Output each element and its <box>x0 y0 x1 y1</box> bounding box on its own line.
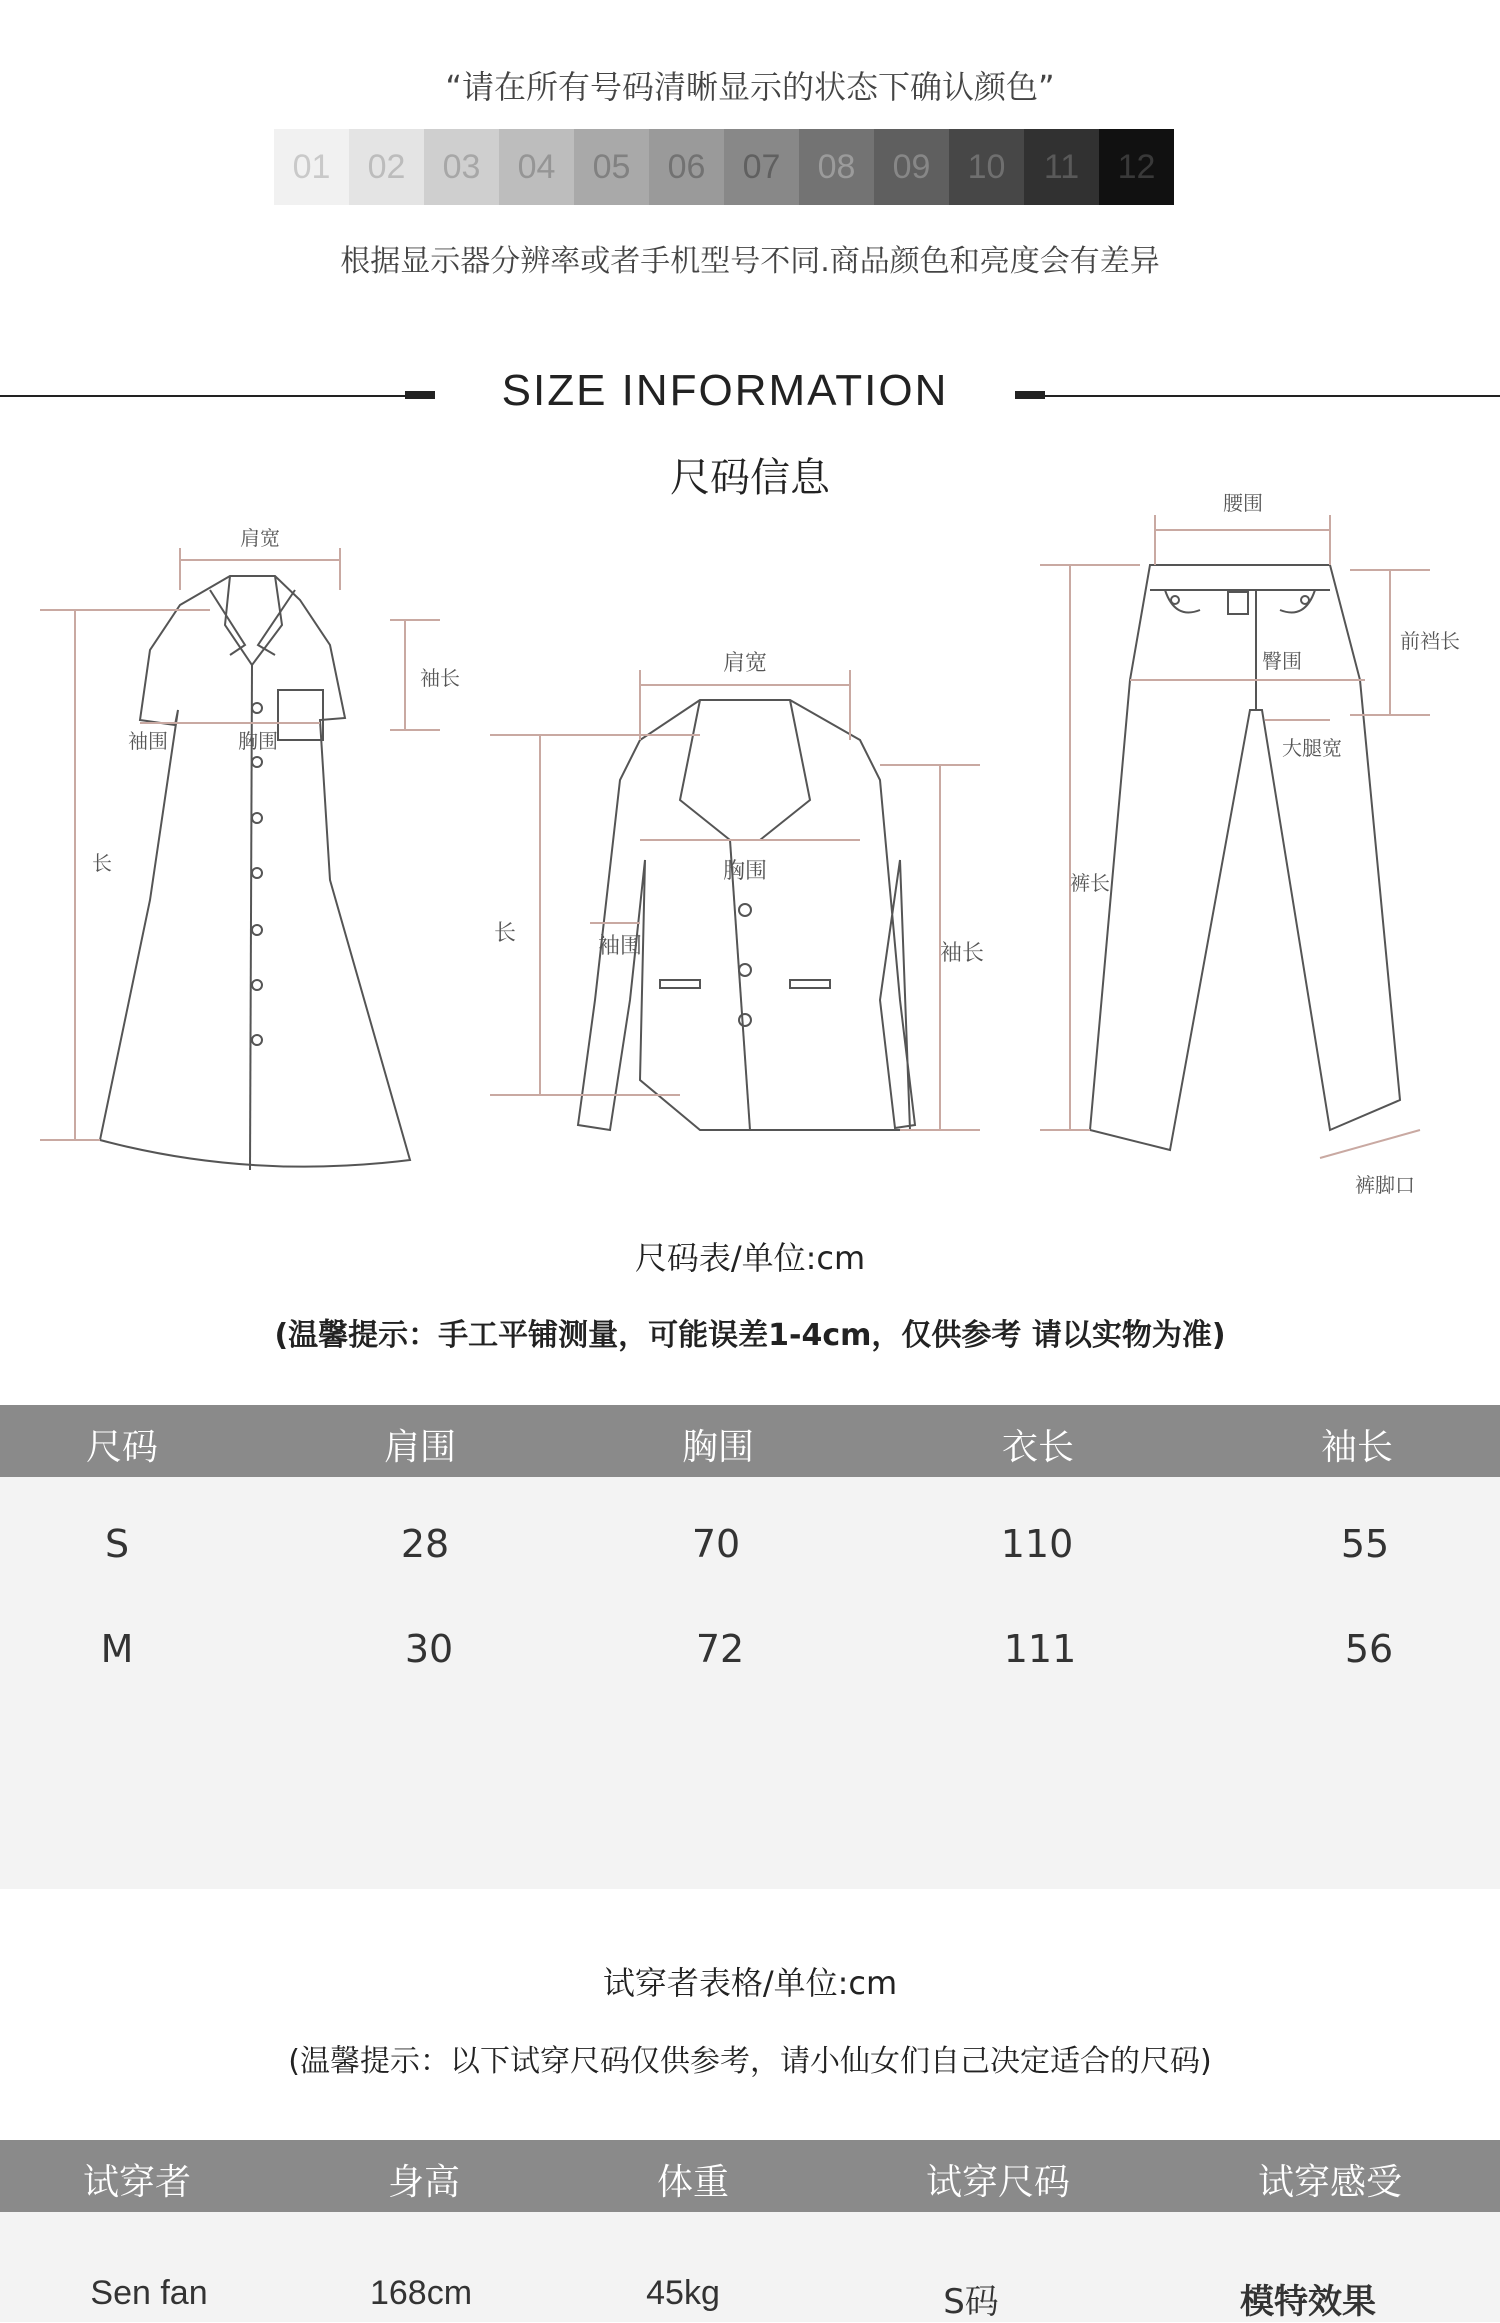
scale-swatch: 09 <box>874 129 949 205</box>
garment-diagrams <box>0 480 1500 1220</box>
scale-swatch: 05 <box>574 129 649 205</box>
dress-label-shoulder: 肩宽 <box>240 526 280 550</box>
title-dash-left <box>405 391 435 399</box>
pants-label-length: 裤长 <box>1070 871 1110 895</box>
dress-diagram <box>100 576 410 1170</box>
scale-swatch: 07 <box>724 129 799 205</box>
model-col-header: 身高 <box>387 2162 461 2203</box>
model-col-header: 试穿感受 <box>1257 2162 1403 2203</box>
model-cell: 模特效果 <box>1240 2282 1376 2322</box>
size-info-title-cn: 尺码信息 <box>670 455 830 501</box>
size-cell: S <box>104 1522 130 1566</box>
model-cell: 168cm <box>369 2274 473 2312</box>
display-difference-note: 根据显示器分辨率或者手机型号不同.商品颜色和亮度会有差异 <box>340 244 1160 279</box>
size-cell: 110 <box>1000 1522 1074 1566</box>
jacket-label-chest: 胸围 <box>722 859 768 884</box>
scale-swatch: 03 <box>424 129 499 205</box>
pants-label-rise: 前裆长 <box>1400 629 1460 653</box>
dress-label-chest: 胸围 <box>238 729 278 753</box>
title-rule-right <box>1045 395 1500 397</box>
size-cell: 28 <box>400 1522 450 1566</box>
pants-measure-lines <box>1040 515 1430 1158</box>
model-cell: 45kg <box>646 2274 720 2312</box>
jacket-diagram <box>578 700 915 1130</box>
model-table-body <box>0 2212 1500 2322</box>
jacket-label-sleeve: 袖长 <box>939 941 985 966</box>
color-check-quote: “请在所有号码清晰显示的状态下确认颜色” <box>445 68 1055 106</box>
model-cell: Sen fan <box>90 2274 208 2312</box>
size-col-header: 衣长 <box>1001 1427 1075 1468</box>
size-info-title-en: SIZE INFORMATION <box>501 366 949 415</box>
pants-label-thigh: 大腿宽 <box>1282 736 1342 760</box>
model-table-header <box>0 2140 1500 2212</box>
pants-label-waist: 腰围 <box>1223 491 1263 515</box>
size-table-tip: (温馨提示：手工平铺测量，可能误差1-4cm，仅供参考 请以实物为准) <box>274 1318 1226 1353</box>
title-dash-right <box>1015 391 1045 399</box>
dress-label-sleeve: 袖长 <box>420 666 460 690</box>
model-cell: S码 <box>943 2282 999 2322</box>
jacket-label-arm: 袖围 <box>597 934 643 959</box>
size-cell: 111 <box>1003 1627 1077 1671</box>
size-cell: 30 <box>404 1627 454 1671</box>
jacket-label-length: 长 <box>493 921 517 946</box>
jacket-label-shoulder: 肩宽 <box>722 651 768 676</box>
size-cell: M <box>100 1627 134 1671</box>
size-col-header: 胸围 <box>681 1427 755 1468</box>
scale-swatch: 01 <box>274 129 349 205</box>
scale-swatch: 06 <box>649 129 724 205</box>
size-cell: 70 <box>691 1522 741 1566</box>
dress-label-arm: 袖围 <box>128 729 168 753</box>
pants-diagram <box>1090 565 1400 1150</box>
scale-swatch: 11 <box>1024 129 1099 205</box>
model-table-caption: 试穿者表格/单位:cm <box>602 1964 898 2002</box>
size-table-caption: 尺码表/单位:cm <box>634 1239 866 1277</box>
title-rule-left <box>0 395 405 397</box>
scale-swatch: 04 <box>499 129 574 205</box>
gray-scale-strip <box>274 129 1174 205</box>
scale-swatch: 12 <box>1099 129 1174 205</box>
scale-swatch: 08 <box>799 129 874 205</box>
size-table-header <box>0 1405 1500 1477</box>
size-cell: 72 <box>695 1627 745 1671</box>
model-table-tip: (温馨提示：以下试穿尺码仅供参考，请小仙女们自己决定适合的尺码) <box>288 2044 1212 2079</box>
pants-label-hip: 臀围 <box>1262 649 1302 673</box>
scale-swatch: 02 <box>349 129 424 205</box>
size-col-header: 袖长 <box>1320 1427 1394 1468</box>
size-cell: 56 <box>1344 1627 1394 1671</box>
size-col-header: 尺码 <box>85 1427 159 1468</box>
pants-label-hem: 裤脚口 <box>1355 1173 1415 1197</box>
model-col-header: 体重 <box>656 2162 730 2203</box>
size-cell: 55 <box>1340 1522 1390 1566</box>
size-table-body <box>0 1477 1500 1889</box>
model-col-header: 试穿者 <box>82 2162 192 2203</box>
scale-swatch: 10 <box>949 129 1024 205</box>
dress-label-length: 长 <box>92 851 112 875</box>
model-col-header: 试穿尺码 <box>925 2162 1071 2203</box>
size-col-header: 肩围 <box>383 1427 457 1468</box>
